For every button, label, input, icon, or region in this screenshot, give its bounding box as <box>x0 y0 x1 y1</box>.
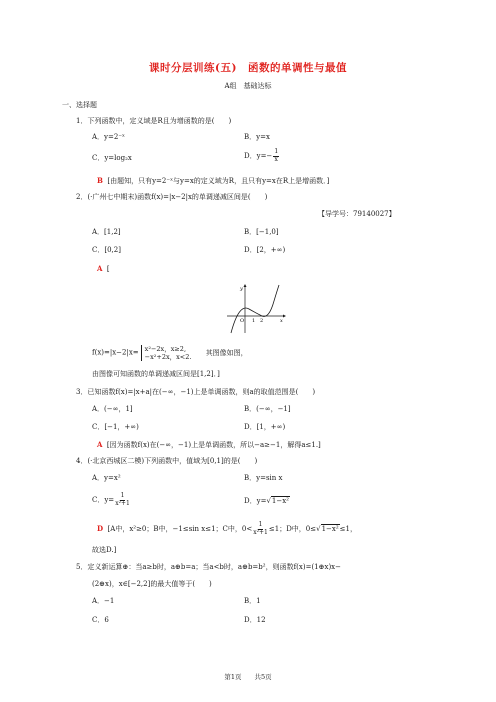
q5-option-c: C．6 <box>92 616 109 624</box>
graph-origin-label: O <box>240 318 245 324</box>
q1-option-d: D．y=− $\frac{1}{x}$ <box>244 148 279 163</box>
q2-solution-start: A [ <box>97 264 110 273</box>
q4-option-a: A．y=x² <box>92 474 121 482</box>
q5-option-b: B．1 <box>244 597 261 605</box>
q3-option-c: C．[−1，+∞) <box>92 423 139 431</box>
q1-solution: B [由题知，只有y=2⁻ˣ与y=x的定义域为R，且只有y=x在R上是增函数．] <box>97 176 330 185</box>
q4-option-d: D．y=√1−x² <box>244 497 289 505</box>
q4-solution: D [A中，x²≥0；B中，−1≤sin x≤1；C中，0< $\frac{1}{\text{x²+1}}$ ≤1；D中，0≤√1−x²≤1， <box>97 521 357 536</box>
q1-option-b: B．y=x <box>244 133 270 141</box>
q5-option-d: D．12 <box>244 616 266 624</box>
q4-option-b: B．y=sin x <box>244 474 283 482</box>
q1-answer: B <box>97 176 103 185</box>
page-title: 课时分层训练(五) 函数的单调性与最值 <box>149 62 347 74</box>
q2-option-c: C．[0,2] <box>92 246 121 254</box>
q2-piecewise: f(x)=|x−2|x= x²−2x，x≥2, −x²+2x，x<2. 其图像如图， <box>92 345 248 361</box>
q1-option-c: C．y=log₂x <box>92 154 132 162</box>
q4-solution-end: 故选D.] <box>92 546 117 554</box>
q2-option-a: A．[1,2] <box>92 228 121 236</box>
q2-doc-code: 【导学号：79140027】 <box>318 210 396 218</box>
q2-stem: 2．(·广州七中期末)函数f(x)=|x−2|x的单调递减区间是( ) <box>76 193 268 201</box>
q2-answer: A <box>97 264 103 273</box>
q5-option-a: A．−1 <box>92 597 115 605</box>
q2-option-b: B．[−1,0] <box>244 228 279 236</box>
page-footer: 第1页 共5页 <box>224 673 272 681</box>
function-graph <box>225 283 287 335</box>
section-heading: 一、选择题 <box>62 101 97 109</box>
q4-option-c: C．y= $\frac{1}{\text{x²+1}}$ <box>92 492 130 507</box>
graph-x-label: x <box>280 318 283 324</box>
q3-solution: A [因为函数f(x)在(−∞，−1)上是单调函数，所以−a≥−1，解得a≤1.] <box>97 440 321 449</box>
q4-stem: 4．(·北京西城区二模)下列函数中，值域为[0,1]的是( ) <box>76 457 258 465</box>
q2-option-d: D．[2，+∞) <box>244 246 286 254</box>
q5-stem-line1: 5．定义新运算⊕：当a≥b时，a⊕b=a；当a<b时，a⊕b=b²，则函数f(x)=(1⊕x)x− <box>76 563 341 571</box>
q2-conclusion: 由图像可知函数的单调递减区间是[1,2]．] <box>92 370 220 378</box>
q3-option-b: B．(−∞，−1] <box>244 405 291 413</box>
q3-answer: A <box>97 440 103 449</box>
q5-stem-line2: (2⊕x)，x∈[−2,2]的最大值等于( ) <box>92 580 212 588</box>
graph-y-label: y <box>240 286 243 292</box>
q3-stem: 3．已知函数f(x)=|x+a|在(−∞，−1)上是单调函数，则a的取值范围是( ) <box>76 388 316 396</box>
q3-option-a: A．(−∞，1] <box>92 405 133 413</box>
graph-tick-2: 2 <box>260 318 264 324</box>
q1-option-a: A．y=2⁻ˣ <box>92 133 125 141</box>
q4-answer: D <box>97 524 104 533</box>
q1-stem: 1．下列函数中，定义域是R且为增函数的是( ) <box>76 117 232 125</box>
q3-option-d: D．[1，+∞) <box>244 423 286 431</box>
graph-tick-1: 1 <box>252 318 256 324</box>
group-heading: A组 基础达标 <box>224 82 272 90</box>
